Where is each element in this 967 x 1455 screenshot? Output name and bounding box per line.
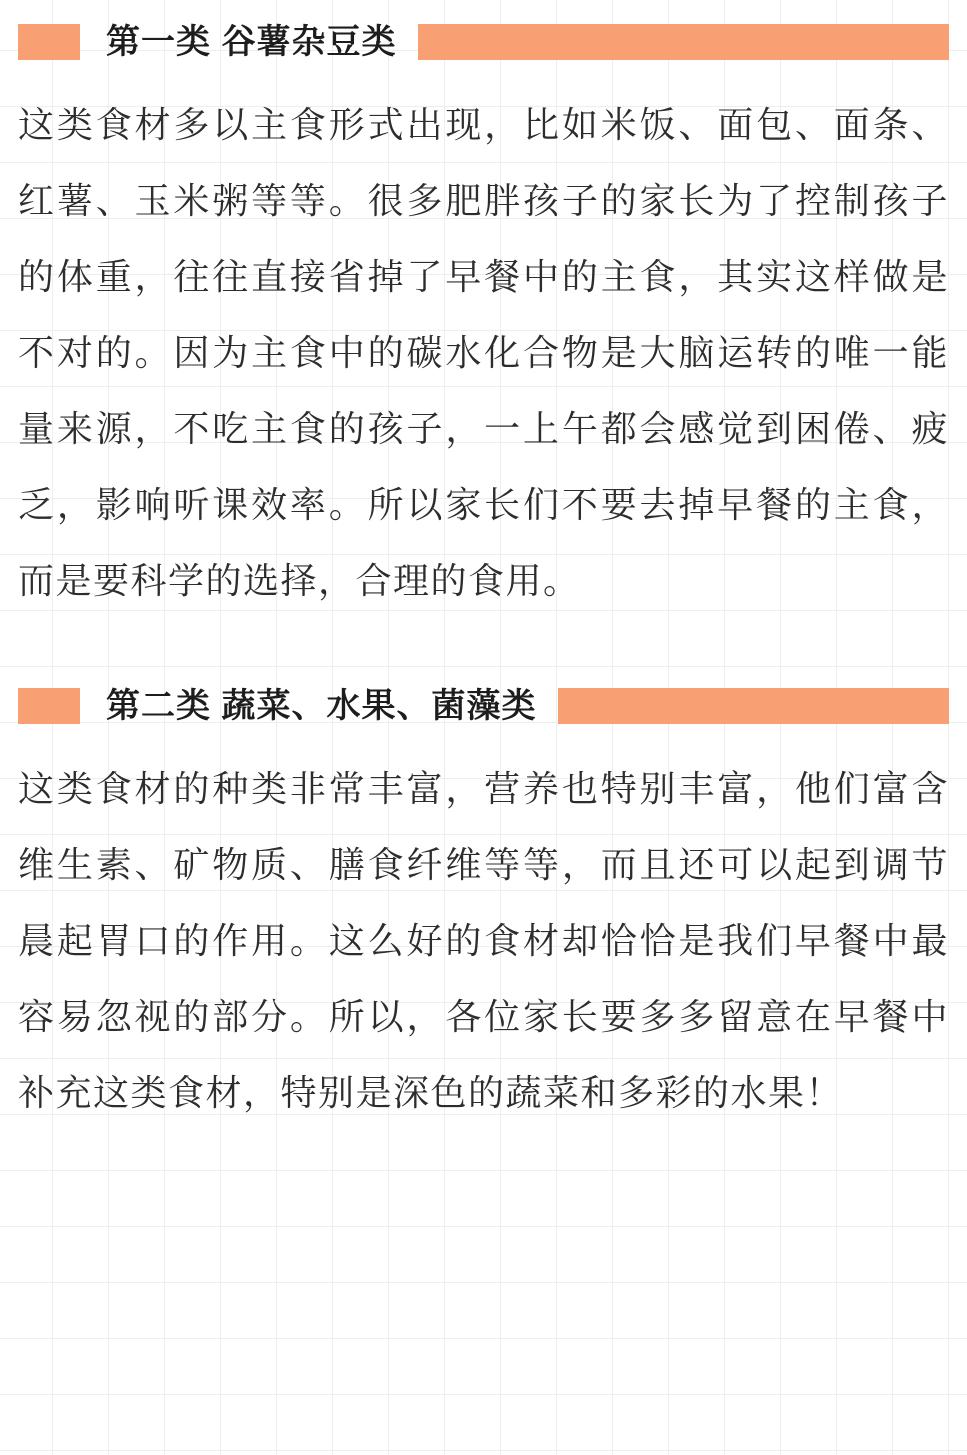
- heading-accent-block-left: [18, 24, 80, 60]
- section-heading-2: [18, 686, 949, 726]
- heading-accent-block-right: [418, 24, 949, 60]
- article-page: [0, 22, 967, 1132]
- section-heading-1: [18, 22, 949, 62]
- section-title-1: 第一类 谷薯杂豆类: [106, 23, 397, 61]
- heading-accent-block-right: [558, 688, 949, 724]
- section-title-2: 第二类 蔬菜、水果、菌藻类: [106, 687, 537, 725]
- heading-accent-block-left: [18, 688, 80, 724]
- section-paragraph-1: 这类食材多以主食形式出现，比如米饭、面包、面条、红薯、玉米粥等等。很多肥胖孩子的家长为了控制孩子的体重，往往直接省掉了早餐中的主食，其实这样做是不对的。因为主食中的碳水化合物是大脑运转的唯一能量来源，不吃主食的孩子，一上午都会感觉到困倦、疲乏，影响听课效率。所以家长们不要去掉早餐的主食，而是要科学的选择，合理的食用。: [18, 105, 949, 602]
- section-paragraph-2: 这类食材的种类非常丰富，营养也特别丰富，他们富含维生素、矿物质、膳食纤维等等，而且还可以起到调节晨起胃口的作用。这么好的食材却恰恰是我们早餐中最容易忽视的部分。所以，各位家长要多多留意在早餐中补充这类食材，特别是深色的蔬菜和多彩的水果！: [18, 769, 949, 1114]
